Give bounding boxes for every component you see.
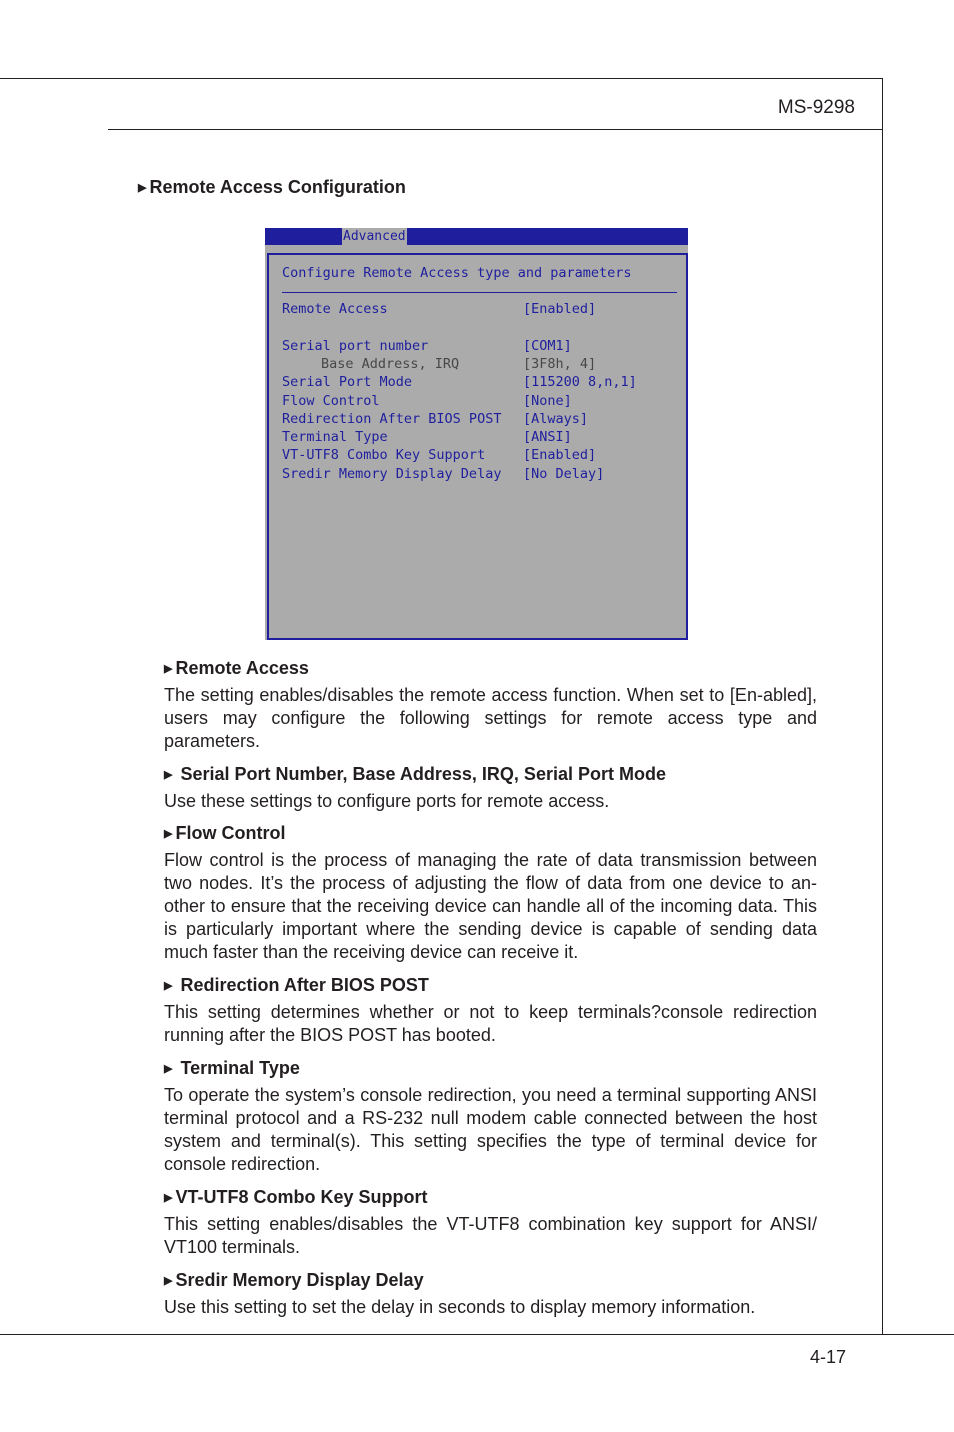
bios-row-terminal-type[interactable] (282, 428, 677, 446)
item-title-text: Terminal Type (180, 1058, 300, 1078)
item-title-text: Remote Access (175, 658, 309, 678)
triangle-bullet-icon: ▶ (164, 828, 173, 840)
item-title (164, 821, 817, 848)
item-title (164, 1185, 817, 1212)
section-title-text: Remote Access Configuration (149, 177, 406, 197)
bios-row-label: Terminal Type (282, 429, 388, 445)
triangle-bullet-icon: ▶ (164, 1063, 173, 1075)
bios-row-label: VT-UTF8 Combo Key Support (282, 447, 486, 463)
item-body: Flow control is the process of managing the rate of data transmission between two nodes. It’s the process of adjusting the flow of data from one device to an-other to ensure that the receiving device can handle all of the incoming data. This is particularly important where the sending device is capable of sending data much faster than the receiving device can receive it. (164, 850, 817, 962)
item-title (164, 1056, 817, 1083)
bios-row-value[interactable]: [Enabled] (523, 447, 597, 463)
bios-heading: Configure Remote Access type and parameters (282, 265, 632, 281)
item-remote-access (164, 656, 817, 753)
header-rule (108, 129, 883, 130)
page-number: 4-17 (809, 1347, 846, 1367)
bios-row-value[interactable]: [No Delay] (523, 466, 605, 482)
item-title (164, 973, 817, 1000)
triangle-bullet-icon: ▶ (164, 1192, 173, 1204)
item-title (164, 1268, 817, 1295)
bios-row-label: Sredir Memory Display Delay (282, 466, 502, 482)
item-serial-port (164, 762, 817, 813)
bios-tab-bar (265, 228, 688, 245)
bios-row-sredir-memory-delay[interactable] (282, 465, 677, 483)
bios-row-label: Flow Control (282, 393, 380, 409)
bios-row-flow-control[interactable] (282, 392, 677, 410)
bios-row-label: Serial Port Mode (282, 374, 413, 390)
item-title-text: VT-UTF8 Combo Key Support (175, 1187, 428, 1207)
top-rule (0, 78, 883, 79)
right-rule (882, 78, 883, 1335)
bios-row-value[interactable]: [None] (523, 393, 572, 409)
bios-row-redirection-after-post[interactable] (282, 410, 677, 428)
bios-row-vt-utf8-combo-key[interactable] (282, 446, 677, 464)
item-title (164, 762, 817, 789)
item-title-text: Sredir Memory Display Delay (175, 1270, 424, 1290)
bottom-rule (0, 1334, 954, 1335)
model-number: MS-9298 (777, 97, 855, 118)
bios-tab-advanced[interactable]: Advanced (343, 229, 406, 244)
item-body: To operate the system’s console redirection, you need a terminal supporting ANSI terminal protocol and a RS-232 null modem cable connected between the host system and terminal(s). This setting specifies the type of terminal device for console redirection. (164, 1085, 817, 1174)
item-body: Use these settings to configure ports for remote access. (164, 791, 610, 811)
item-body: Use this setting to set the delay in seconds to display memory information. (164, 1297, 756, 1317)
item-vt-utf8 (164, 1185, 817, 1259)
bios-row-label: Base Address, IRQ (321, 356, 460, 372)
bios-screenshot (265, 228, 688, 640)
item-flow-control (164, 821, 817, 964)
bios-row-value[interactable]: [Always] (523, 411, 589, 427)
item-title-text: Flow Control (175, 823, 286, 843)
bios-row-value[interactable]: [ANSI] (523, 429, 572, 445)
bios-row-value[interactable]: [Enabled] (523, 301, 597, 317)
triangle-bullet-icon: ▶ (164, 769, 173, 781)
item-body: This setting determines whether or not to keep terminals?console redirection running after the BIOS POST has booted. (164, 1002, 817, 1045)
item-title (164, 656, 817, 683)
item-title-text: Serial Port Number, Base Address, IRQ, Serial Port Mode (180, 764, 666, 784)
item-sredir-memory (164, 1268, 817, 1319)
bios-divider (282, 292, 677, 293)
bios-row-remote-access[interactable] (282, 300, 677, 318)
bios-row-value[interactable]: [COM1] (523, 338, 572, 354)
triangle-bullet-icon: ▶ (164, 663, 173, 675)
item-redirection-after-post (164, 973, 817, 1047)
bios-row-value: [3F8h, 4] (523, 356, 597, 372)
bios-row-serial-port-number[interactable] (282, 337, 677, 355)
bios-row-serial-port-mode[interactable] (282, 373, 677, 391)
item-body: This setting enables/disables the VT-UTF8 combination key support for ANSI/ VT100 terminals. (164, 1214, 817, 1257)
triangle-bullet-icon: ▶ (164, 1275, 173, 1287)
bios-row-label: Serial port number (282, 338, 429, 354)
triangle-bullet-icon: ▶ (138, 182, 147, 194)
bios-row-value[interactable]: [115200 8,n,1] (523, 374, 637, 390)
bios-panel (267, 253, 688, 640)
bios-row-label: Redirection After BIOS POST (282, 411, 502, 427)
bios-row-base-address-irq (282, 355, 677, 373)
item-body: The setting enables/disables the remote access function. When set to [En-abled], users may configure the following settings for remote access type and parameters. (164, 685, 817, 751)
item-terminal-type (164, 1056, 817, 1176)
triangle-bullet-icon: ▶ (164, 980, 173, 992)
section-title (138, 177, 406, 198)
bios-row-label: Remote Access (282, 301, 388, 317)
item-title-text: Redirection After BIOS POST (180, 975, 429, 995)
